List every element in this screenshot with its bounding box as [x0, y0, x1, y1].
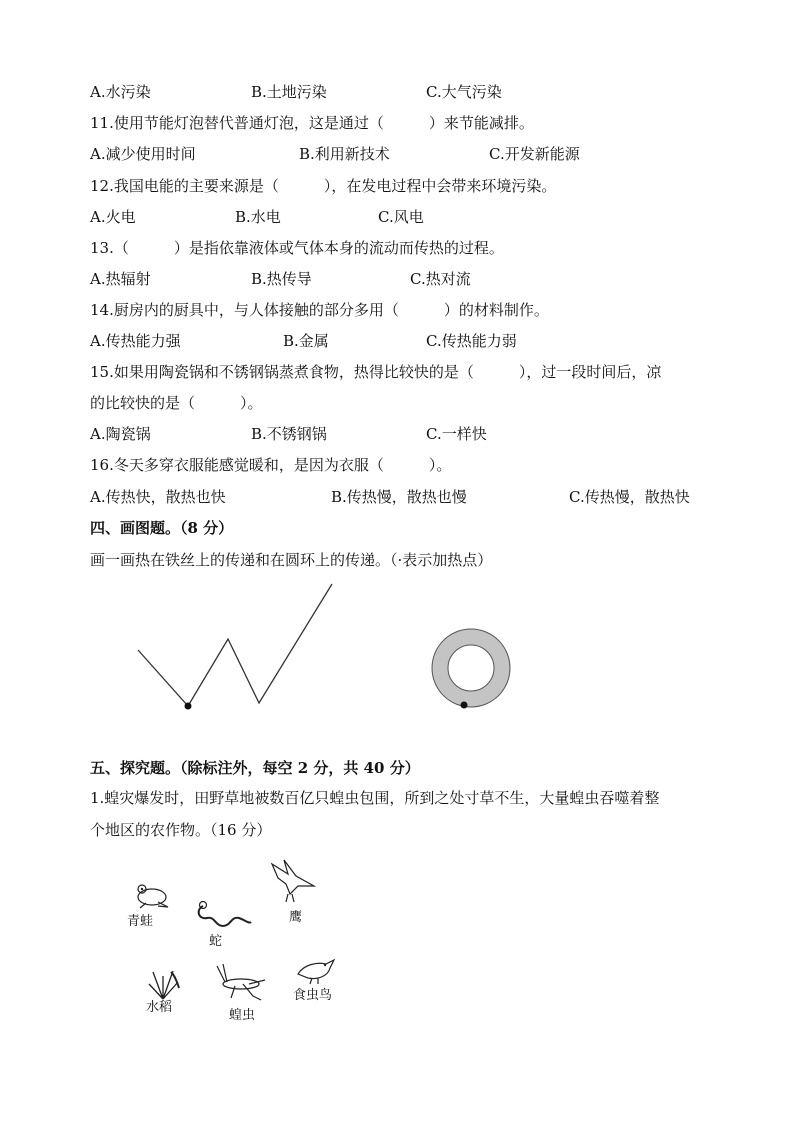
q14-option-b: B.金属	[283, 332, 329, 350]
label-rice: 水稻	[146, 1000, 173, 1015]
label-frog: 青蛙	[127, 914, 154, 929]
eagle-icon	[268, 858, 318, 906]
iron-wire	[138, 584, 332, 706]
q15-option-a: A.陶瓷锅	[90, 425, 151, 443]
wire-diagram	[135, 580, 335, 715]
section5-q1-line1: 1.蝗灾爆发时，田野草地被数百亿只蝗虫包围，所到之处寸草不生，大量蝗虫吞噬着整	[90, 789, 660, 807]
q15-option-b: B.不锈钢锅	[251, 425, 327, 443]
wire-heating-point	[185, 703, 192, 710]
section5-title: 五、探究题。（除标注外，每空 2 分，共 40 分）	[90, 759, 420, 777]
section4-instruction: 画一画热在铁丝上的传递和在圆环上的传递。（·表示加热点）	[90, 551, 493, 569]
q10-option-a: A.水污染	[90, 83, 151, 101]
q14-option-c: C.传热能力弱	[426, 332, 517, 350]
q16-option-c: C.传热慢，散热快	[569, 488, 690, 506]
q11-stem: 11.使用节能灯泡替代普通灯泡，这是通过（ ）来节能减排。	[90, 114, 534, 132]
q15-option-c: C.一样快	[426, 425, 487, 443]
section5-q1-line2: 个地区的农作物。（16 分）	[90, 821, 272, 839]
q16-stem: 16.冬天多穿衣服能感觉暖和，是因为衣服（ ）。	[90, 456, 452, 474]
q13-stem: 13.（ ）是指依靠液体或气体本身的流动而传热的过程。	[90, 239, 504, 257]
q11-option-b: B.利用新技术	[299, 145, 390, 163]
q12-stem: 12.我国电能的主要来源是（ ），在发电过程中会带来环境污染。	[90, 177, 557, 195]
q16-option-a: A.传热快，散热也快	[90, 488, 226, 506]
ring-heating-point	[461, 702, 468, 709]
q13-option-b: B.热传导	[251, 270, 312, 288]
rice-plant-icon	[145, 966, 183, 1000]
label-eagle: 鹰	[289, 910, 303, 925]
q14-stem: 14.厨房内的厨具中，与人体接触的部分多用（ ）的材料制作。	[90, 301, 549, 319]
ring-diagram	[426, 623, 516, 713]
q12-option-c: C.风电	[378, 208, 424, 226]
q10-option-b: B.土地污染	[251, 83, 327, 101]
q12-option-a: A.火电	[90, 208, 136, 226]
label-insectivorous-bird: 食虫鸟	[293, 988, 333, 1003]
snake-icon	[193, 898, 253, 932]
q16-option-b: B.传热慢，散热也慢	[331, 488, 467, 506]
section4-title: 四、画图题。（8 分）	[90, 519, 234, 537]
q14-option-a: A.传热能力强	[90, 332, 181, 350]
label-locust: 蝗虫	[229, 1008, 256, 1023]
ring-inner-edge	[448, 645, 494, 691]
q13-option-c: C.热对流	[410, 270, 471, 288]
q10-option-c: C.大气污染	[426, 83, 502, 101]
q11-option-a: A.减少使用时间	[90, 145, 196, 163]
q12-option-b: B.水电	[235, 208, 281, 226]
frog-icon	[128, 880, 178, 910]
q13-option-a: A.热辐射	[90, 270, 151, 288]
locust-icon	[213, 962, 269, 1004]
q15-stem-line2: 的比较快的是（ ）。	[90, 394, 263, 412]
q15-stem-line1: 15.如果用陶瓷锅和不锈钢锅蒸煮食物，热得比较快的是（ ），过一段时间后，凉	[90, 363, 662, 381]
q11-option-c: C.开发新能源	[489, 145, 580, 163]
insectivorous-bird-icon	[294, 954, 338, 986]
label-snake: 蛇	[209, 934, 223, 949]
